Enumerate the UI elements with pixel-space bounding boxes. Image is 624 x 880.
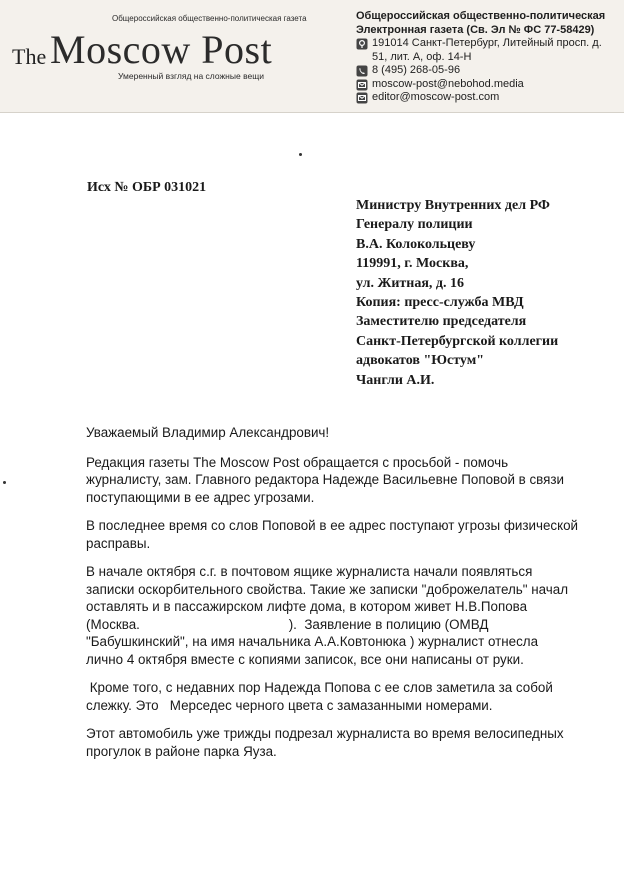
text-line: (Москва. ). Заявление в полицию (ОМВД — [86, 616, 489, 632]
text-line: В последнее время со слов Поповой в ее адрес поступают угрозы физической — [86, 518, 579, 533]
outgoing-number: Исх № ОБР 031021 — [87, 180, 207, 195]
paragraph-1 — [86, 454, 586, 507]
text-line: расправы. — [86, 535, 151, 551]
contact-address — [356, 37, 618, 64]
text-line: записки оскорбительного свойства. Такие же записки "доброжелатель" начал — [86, 581, 569, 597]
letterhead — [0, 0, 624, 113]
paragraph-2 — [86, 517, 586, 552]
paragraph-4 — [86, 679, 586, 714]
text-line: поступающими в ее адрес угрозами. — [86, 489, 315, 505]
contact-phone — [356, 64, 618, 78]
mail-icon — [356, 79, 368, 91]
contact-email-2 — [356, 91, 618, 105]
addressee-line: Чангли А.И. — [356, 372, 435, 388]
paragraph-5 — [86, 725, 586, 760]
text-line: слежку. Это Мерседес черного цвета с замазанными номерами. — [86, 697, 493, 713]
phone-icon — [356, 65, 368, 77]
brand-name: Moscow Post — [50, 27, 273, 72]
addressee-line: В.А. Колокольцеву — [356, 236, 476, 252]
brand-tagline: Умеренный взгляд на сложные вещи — [118, 71, 264, 81]
paragraph-3 — [86, 563, 586, 668]
email-text-2[interactable]: editor@moscow-post.com — [372, 91, 500, 103]
text-line: лично 4 октября вместе с копиями записок, все они написаны от руки. — [86, 651, 524, 667]
scan-speck — [299, 153, 302, 156]
text-line: Этот автомобиль уже трижды подрезал журналиста во время велосипедных — [86, 726, 564, 741]
text-line: Редакция газеты The Moscow Post обращается с просьбой - помочь — [86, 454, 509, 470]
addressee-line: Санкт-Петербургской коллегии — [356, 333, 559, 349]
text-line: прогулок в районе парка Яуза. — [86, 743, 277, 759]
scan-speck — [3, 481, 6, 484]
org-name-line2: Электронная газета (Св. Эл № ФС 77-58429) — [356, 24, 595, 36]
phone-text[interactable]: 8 (495) 268-05-96 — [372, 64, 461, 76]
addressee-line: адвокатов "Юстум" — [356, 353, 485, 369]
text-line: оставлять и в пассажирском лифте дома, в котором живет Н.В.Попова — [86, 599, 528, 614]
addressee-line: ул. Житная, д. 16 — [356, 275, 465, 291]
addressee-block — [356, 196, 558, 390]
mail-icon — [356, 92, 368, 104]
addressee-line: 119991, г. Москва, — [356, 256, 469, 272]
letter-body — [86, 424, 586, 771]
text-line: Кроме того, с недавних пор Надежда Попова с ее слов заметила за собой — [86, 680, 553, 695]
location-icon — [356, 38, 368, 50]
addressee-line: Копия: пресс-служба МВД — [356, 295, 524, 311]
email-text-1[interactable]: moscow-post@nebohod.media — [372, 77, 524, 90]
letterhead-small-title: Общероссийская общественно-политическая газета — [112, 14, 307, 23]
letterhead-contacts — [356, 9, 618, 105]
contact-email-1 — [356, 78, 618, 92]
addressee-line: Министру Внутренних дел РФ — [356, 198, 550, 213]
text-line: "Бабушкинский", на имя начальника А.А.Ковтонюка ) журналист отнесла — [86, 634, 539, 649]
text-line: журналисту, зам. Главного редактора Надежде Васильевне Поповой в связи — [86, 472, 565, 487]
text-line: В начале октября с.г. в почтовом ящике журналиста начали появляться — [86, 564, 533, 579]
addressee-line: Заместителю председателя — [356, 314, 527, 330]
org-name-line1: Общероссийская общественно-политическая — [356, 10, 606, 22]
salutation: Уважаемый Владимир Александрович! — [86, 425, 330, 440]
addressee-line: Генералу полиции — [356, 217, 473, 233]
address-text: 191014 Санкт-Петербург, Литейный просп. д. 51, лит. А, оф. 14-Н — [372, 37, 602, 63]
brand-the: The — [12, 44, 47, 69]
